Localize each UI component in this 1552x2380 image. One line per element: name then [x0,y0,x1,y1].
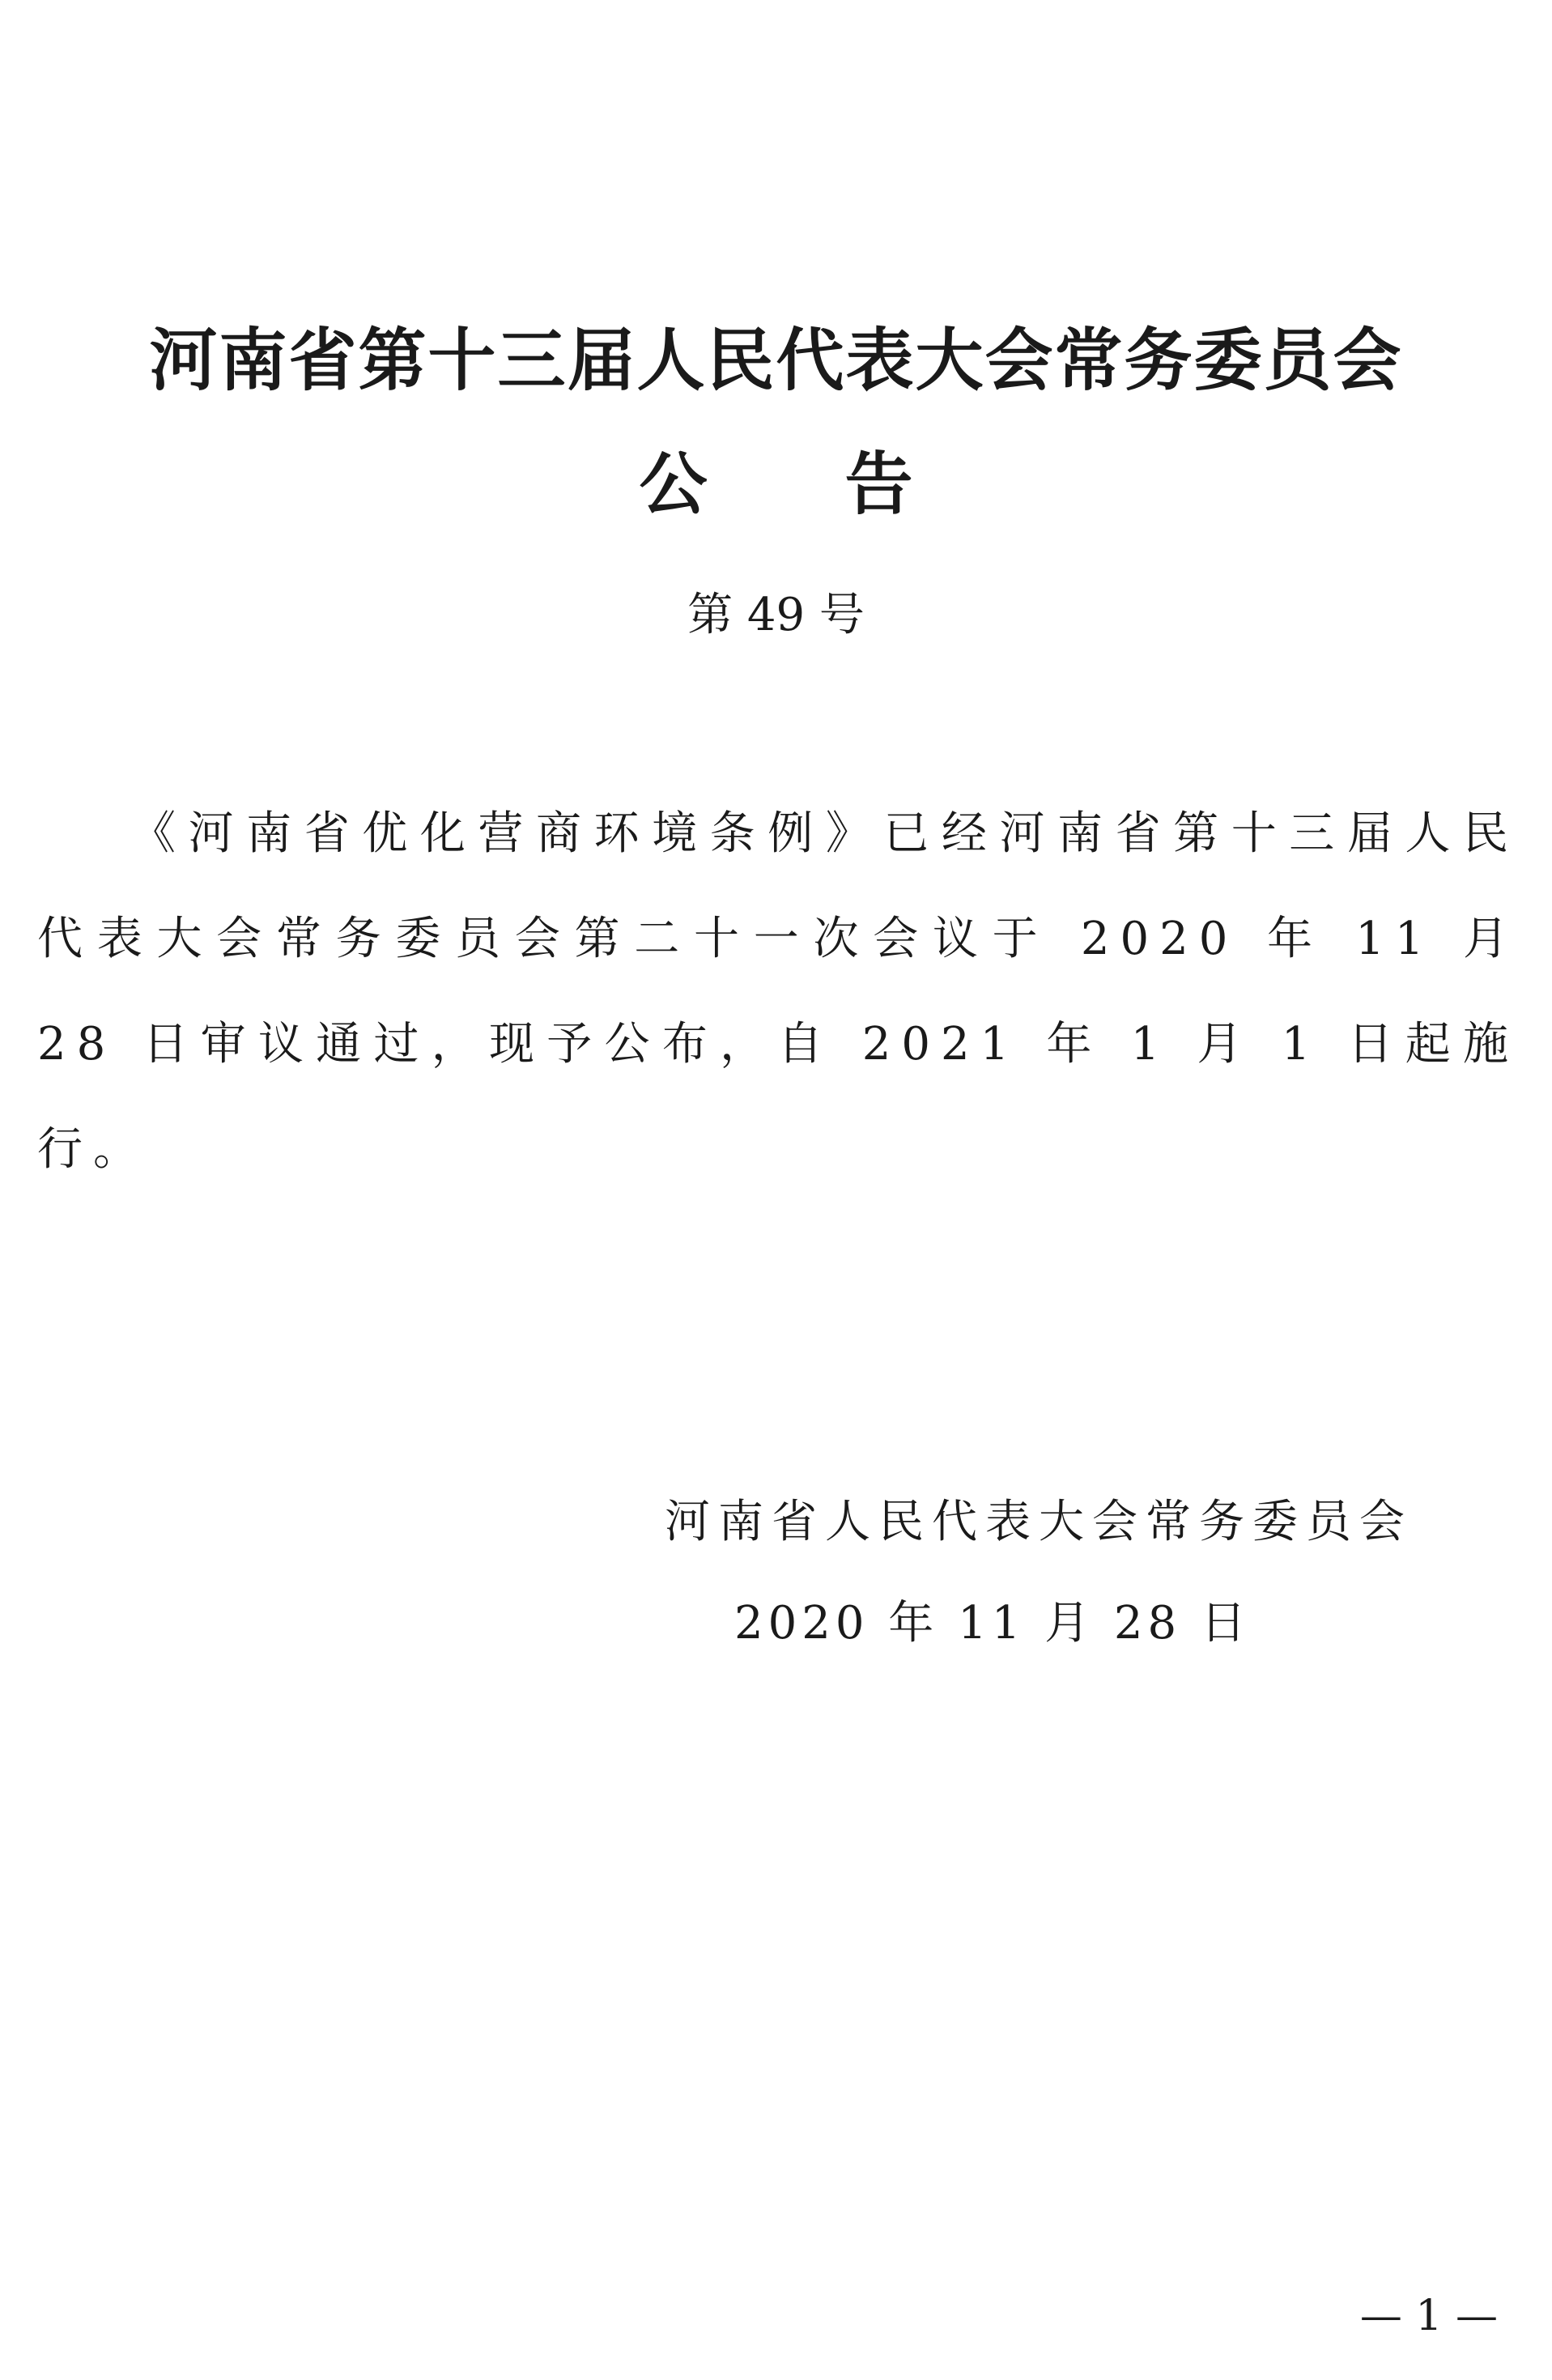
announcement-body: 《河南省优化营商环境条例》已经河南省第十三届人民代表大会常务委员会第二十一次会议于 2020 年 11 月 28 日审议通过，现予公布，自 2021 年 1 月 1 日起施行。 [37,807,1519,1176]
signature-date: 2020 年 11 月 28 日 [733,1597,1251,1650]
document-subtitle: 公告 [639,445,1051,524]
signature-organization: 河南省人民代表大会常务委员会 [665,1496,1413,1548]
announcement-number: 第 49 号 [687,589,865,641]
document-title: 河南省第十三届人民代表大会常务委员会 [149,321,1403,400]
page-number: — 1 — [1359,2292,1498,2340]
